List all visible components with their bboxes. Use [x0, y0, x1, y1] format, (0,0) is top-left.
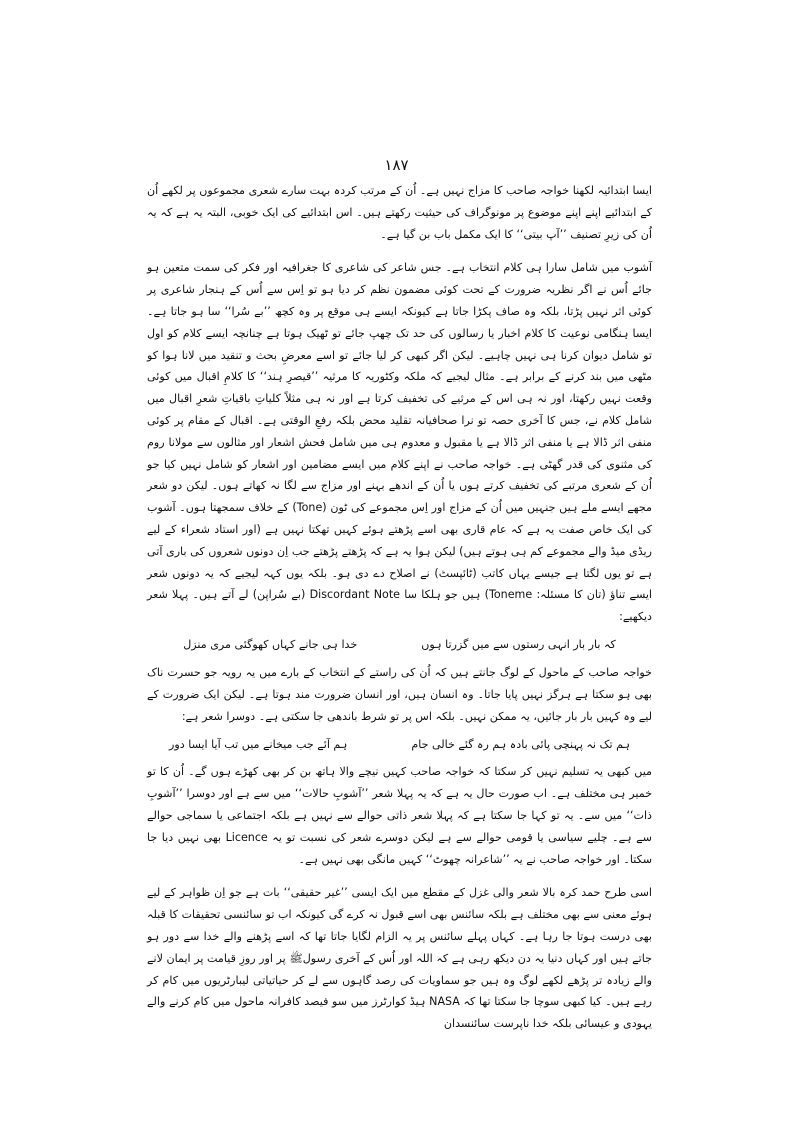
paragraph-khwaja-environment: خواجہ صاحب کے ماحول کے لوگ جانتے ہیں کہ اُن کی راستے کے انتخاب کے بارے میں یہ رویہ جو حسرت ناک بھی ہو سکتا ہے ہرگز نہیں پایا جاتا۔ وہ انسان ہیں، اور انسان ضرورت مند ہوتا ہے۔ لیکن ایک ضرورت کے لیے وہ کہیں بار بار جائیں، یہ ممکن نہیں۔ بلکہ اس پر تو شرط باندھی جا سکتی ہے۔ دوسرا شعر ہے:	[147, 665, 652, 723]
couplet-1	[147, 628, 652, 662]
couplet-2	[147, 727, 652, 761]
paragraph-ashob: آشوب میں شامل سارا ہی کلام انتخاب ہے۔ جس شاعر کی شاعری کا جغرافیہ اور فکر کی سمت متعین ہو جائے اُس نے اگر نظریہ ضرورت کے تحت کوئی مضمون نظم کر دیا ہو تو اِس سے اُس کے ہنجار شاعری پر کوئی اثر نہیں پڑتا، بلکہ وہ صاف پکڑا جاتا ہے کیونکہ ایسے ہی موقع پر وہ کچھ ’’بے سُرا‘‘ سا ہو جاتا ہے۔ ایسا ہنگامی نوعیت کا کلام اخبار یا رسالوں کی حد تک چھپ جائے تو ٹھیک ہوتا ہے چنانچہ ایسے کلام کو اول تو شامل دیوان کرنا ہی نہیں چاہیے۔ لیکن اگر کبھی کر لیا جائے تو اسے معرضِ بحث و تنقید میں لانا ہوا کو مٹھی میں بند کرنے کے برابر ہے۔ مثال لیجیے کہ ملکہ وکٹوریہ کا مرثیہ ’’قیصرِ ہند‘‘ کا کلامِ اقبال میں کوئی وقعت نہیں رکھتا، اور نہ ہی اس کے مرثیے کی تخفیف کرتا ہے اور نہ ہی مثلاً کلیاتِ باقیاتِ شعرِ اقبال میں شامل کلام نے، جس کا آخری حصہ تو نرا صحافیانہ تقلید محض بلکہ رفعِ الوقتی ہے۔ اقبال کے مقام پر کوئی منفی اثر ڈالا ہے یا منفی اثر ڈالا ہے یا مقبول و معدوم ہی میں شامل فحش اشعار اور مثالوں سے مولانا روم کی مثنوی کی قدر گھٹی ہے۔ خواجہ صاحب نے اپنے کلام میں ایسے مضامین اور اشعار کو شامل نہیں کیا جو اُن کے شعری مرتبے کی تخفیف کرتے ہوں یا اُن کے اندھے بہنے اور مزاج سے لگا نہ کھاتے ہوں۔ لیکن دو شعر مجھے ایسے ملے ہیں جنہیں میں اُن کے مزاج اور اِس مجموعے کی ٹون (Tone) کے خلاف سمجھتا ہوں۔ آشوب کی ایک خاص صفت یہ ہے کہ عام قاری بھی اسے پڑھتے ہوئے کہیں تھکتا نہیں ہے (اور استاد شعراء کے لیے ریڈی میڈ والے مجموعے کم ہی ہوتے ہیں) لیکن ہوا یہ ہے کہ پڑھتے پڑھتے جب اِن دونوں شعروں کی باری آتی ہے تو یوں لگتا ہے جیسے یہاں کاتب (ٹائپسٹ) نے اصلاح دے دی ہو۔ بلکہ یوں کہہ لیجیے کہ یہ دونوں شعر ایسے تناؤ (تان کا مسئلہ: Toneme) ہیں جو ہلکا سا Discordant Note (بے سُراپن) لے آتے ہیں۔ پہلا شعر دیکھیے:	[147, 261, 653, 624]
paragraph-science: اسی طرح حمد کرہ بالا شعر والی غزل کے مقطع میں ایک ایسی ’’غیر حقیقی‘‘ بات ہے جو اِن ظواہر کے لیے ہوئے معنی سے بھی مختلف ہے بلکہ سائنس بھی اسے قبول نہ کرے گی کیونکہ اب تو سائنسی تحقیقات کا قبلہ بھی درست ہوتا جا رہا ہے۔ کہاں پہلے سائنس پر یہ الزام لگایا جاتا تھا کہ اسے پڑھنے والے خدا سے دور ہو جاتے ہیں اور کہاں دنیا یہ دن دیکھ رہی ہے کہ اللہ اور اُس کے آخری رسولﷺ پر اور روزِ قیامت پر ایمان لانے والے زیادہ تر پڑھے لکھے لوگ وہ ہیں جو سماویات کی رصد گاہوں سے لے کر حیاتیاتی لیبارٹریوں میں کام کر رہے ہیں۔ کیا کبھی سوچا جا سکتا تھا کہ NASA ہیڈ کوارٹرز میں سو فیصد کافرانہ ماحول میں کام کرنے والے یہودی و عیسائی بلکہ خدا ناپرست سائنسدان	[147, 886, 652, 1031]
couplet-1-misra-1: خدا ہی جانے کہاں کھوگئی مری منزل	[183, 638, 358, 652]
page-number: ۱۸۷	[384, 156, 409, 174]
couplet-2-misra-1: ہم آئے جب میخانے میں تب آیا ایسا دور	[169, 737, 348, 751]
page-content	[147, 180, 652, 1035]
couplet-1-misra-2: کہ بار بار انہی رستوں سے میں گزرتا ہوں	[421, 638, 616, 652]
paragraph-licence: میں کبھی یہ تسلیم نہیں کر سکتا کہ خواجہ صاحب کہیں نیچے والا ہاتھ بن کر بھی کھڑے ہوں گے۔ اُن کا تو خمیر ہی مختلف ہے۔ اب صورت حال یہ ہے کہ یہ پہلا شعر ’’آشوبِ حالات‘‘ میں سے ہے اور دوسرا ’’آشوبِ ذات‘‘ میں سے۔ یہ تو کہا جا سکتا ہے کہ پہلا شعر ذاتی حوالے سے نہیں ہے بلکہ اجتماعی یا سماجی حوالے سے ہے۔ چلیے سیاسی یا قومی حوالے سے ہے لیکن دوسرے شعر کی نسبت تو یہ Licence بھی نہیں دیا جا سکتا۔ اور خواجہ صاحب نے یہ ’’شاعرانہ چھوٹ‘‘ کہیں مانگی بھی نہیں ہے۔	[147, 765, 652, 866]
couplet-2-misra-2: ہم تک نہ پہنچی پائی بادہ ہم رہ گئے خالی جام	[411, 737, 630, 751]
paragraph-intro: ایسا ابتدائیہ لکھنا خواجہ صاحب کا مزاج نہیں ہے۔ اُن کے مرتب کردہ بہت سارے شعری مجموعوں پر لکھے اُن کے ابتدائیے اپنے اپنے موضوع پر مونوگراف کی حیثیت رکھتے ہیں۔ اس ابتدائیے کی ایک خوبی، البتہ یہ ہے کہ یہ اُن کی زیرِ تصنیف ’’آپ بیتی‘‘ کا ایک مکمل باب بن گیا ہے۔	[147, 184, 652, 241]
